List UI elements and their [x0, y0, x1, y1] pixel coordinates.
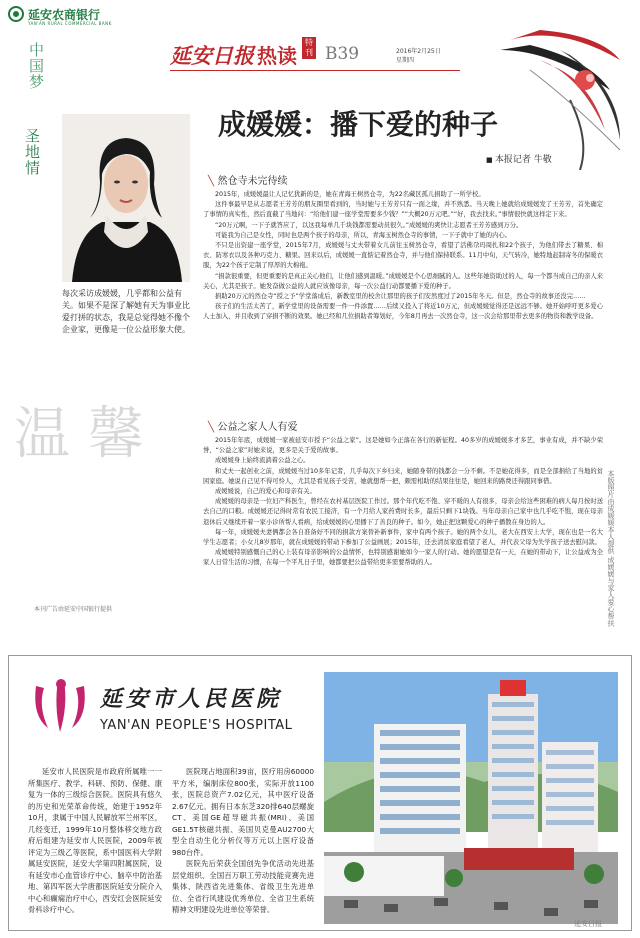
date-text: 2016年2月25日: [396, 48, 441, 55]
article-body-1: [203, 190, 603, 410]
paragraph: 成媛媛特别感慨自己的心上装有母亲影响的公益情怀，也特别感谢她如今一家人的行动。她的愿望是有一天，在她的带动下，让公益成为全家人日常生活的习惯，在每一个平凡日子里，她都要把公益带给更多需要帮助的人。: [203, 549, 603, 567]
portrait-illustration-icon: [62, 114, 190, 282]
watermark: 延安日报: [574, 920, 602, 928]
paragraph: 医院先后荣获全国创先争优活动先进基层党组织、全国百万职工劳动技能竞赛先进集体、陕西省先进集体、省级卫生先进单位、全省行风建设优秀单位、全省卫生系统精神文明建设先进单位等荣誉。: [172, 859, 314, 914]
ad-sponsor-note: 本刊广告由延安中国银行提供: [34, 606, 113, 613]
section-heading-1: ╲ 然仓寺未完待续: [208, 172, 288, 187]
paragraph: 成媛媛身上始终流淌着公益之心。: [215, 457, 310, 465]
section-tag: 特刊: [302, 37, 316, 59]
paragraph: 2015年年底，成媛媛一家被延安市授予“公益之家”。这是她如今正落在各行的新征程。40多岁的成媛媛多才多艺，事业有成，并不缺少荣誉，“公益之家”对她来说，更多是关于爱的故事。: [203, 437, 603, 455]
hospital-intro-col-2: [172, 766, 314, 926]
hospital-name: 延安市人民医院: [100, 686, 283, 712]
flower-decoration-icon: [470, 20, 630, 170]
section-name: 热读: [257, 44, 297, 68]
paragraph: 孩子们的生活太苦了，新学堂里的设备需要一件一件添置……后续又投入了将近10万元，但成媛媛觉得还是远远不够。她开始呼吁更多爱心人士加入，并且收到了穿捐不断的效果。她已经和几位捐助者筹划好，今年8月再去一次然仓寺，这一次会给那里带去更多的物资和教学设备。: [203, 303, 603, 321]
paragraph: 这件事最早是从志愿者王芳芳的朋友圈里看到的，当时她与王芳芳只有一面之缘，并不熟悉。当天晚上她就给成媛媛发了王芳芳，首先确定了事情的真实性，然后直截了当地问：“给他们建一座学堂需要多少钱？”“大概20万元吧。”“好，我去找来。”事情很快就这样定下来。: [203, 201, 603, 219]
hospital-building-photo: [324, 672, 618, 924]
paragraph: 2015年，成媛媛最让人记忆犹新的是，她在青海王树然仓寺，为22名藏区孤儿捐助了一所学校。: [215, 191, 485, 198]
issue-date: [396, 47, 441, 65]
paragraph: “20万元啊，一下子就答应了，以这我每单几千块钱都需要动员很久。”成媛媛的爽快让志愿者王芳芳感到万分。: [215, 221, 523, 229]
paragraph: 不只是出资建一座学堂，2015年7月，成媛媛与丈夫带着女儿前往玉树然仓寺，看望了活佛尕玛周扎和22个孩子，为他们带去了糖果、棉衣、防寒衣以及各种巧克力、糖果。回来以后，成媛媛一直惦记着然仓寺，并与他们保持联系。11月中旬，天气转冷，她特地赶制寄冬的保暖衣服，为22个孩子定制了厚厚的大棉袍。: [203, 242, 603, 270]
article-body-2: [203, 436, 603, 598]
page-number: B39: [325, 44, 360, 64]
side-note: 本版照片由成媛媛本人提供 成媛媛与家人爱心帮扶: [607, 470, 615, 627]
article-title: 成媛媛：播下爱的种子: [218, 108, 499, 141]
paragraph: 和丈夫一起创业之前，成媛媛当过10多年记者，几乎每次下乡归来，她随身带的钱都会一分不剩。不是她花得多，而是全部捐给了当地的贫困家庭。她说自己见不得可怜人，尤其是看见孩子受苦，她就想帮一把，颇需相助的结果往往是，她回来的路费还得跟同事借。: [203, 467, 603, 485]
paragraph: 可能我为自己是女性，同时也是两个孩子的母亲，所以，青海玉树然仓寺的事情，一下子就中了她的内心。: [215, 231, 511, 239]
masthead-rule: [170, 70, 460, 71]
side-slogan-1: 中国梦: [27, 42, 45, 90]
paper-masthead: 延安日报: [170, 43, 254, 68]
side-slogan-2: 圣地情: [23, 128, 41, 176]
paragraph: 成媛媛说，自己的爱心和母亲有关。: [215, 488, 316, 496]
paragraph: 成媛媛的母亲是一位妇产科医生，曾经在农村基层医院工作过。那个年代吃不饱、穿不暖的人有很多，母亲会给这些困难的病人每月按时送去自己的口粮。成媛媛还记得时常有农民工接济，有一个月给人家药费时长多，最后只剩下1块钱。当年母亲自己家中也几乎吃不饱，现在母亲退休后又继续开着一家小诊所帮人看病，给成媛媛的心里播下了善良的种子。如今，她正把这颗爱心的种子播散在身边的人。: [203, 498, 603, 526]
paragraph: 捐助20万元的然仓寺“授之予”学堂落成后，新教室里的校舍让那里的孩子们安然度过了2015年冬天。但是，然仓寺的故事还没完……: [215, 293, 586, 301]
byline: ■ 本报记者 牛敬: [486, 152, 552, 165]
paragraph: 延安市人民医院是市政府所属唯一一所集医疗、教学、科研、预防、保健、康复为一体的三级综合医院。医院具有悠久的历史和光荣革命传统，始建于1952年10月，隶属于中国人民解放军兰州军区，几经变迁，1999年10月整体移交地方政府后组建为延安市人民医院，2009年被评定为三级乙等医院，系中国医科大学附属延安医院，延安大学第四附属医院，设有延安市心血管诊疗中心、脑卒中防治基地、第四军医大学唐都医院延安分院介入中心和癫痫治疗中心，西安红会医院延安骨科诊疗中心。: [28, 767, 162, 914]
paragraph: “捐款很重要，但更重要的是真正关心他们，让他们感到温暖。”成媛媛是个心思细腻的人。这些年她资助过的人，每一个都当成自己的亲人来关心，尤其是孩子。她发奋做公益的人就应该像母亲，每一次公益行动都要播下爱的种子。: [203, 272, 603, 290]
section-heading-2: ╲ 公益之家人人有爱: [208, 418, 298, 433]
portrait-photo: [62, 114, 190, 282]
hospital-name-en: YAN'AN PEOPLE'S HOSPITAL: [100, 718, 293, 733]
photo-caption: 每次采访成媛媛，几乎都和公益有关。如果不是深了解她有天为事业比爱打拼的状态，我是总觉得她不像个企业家，更像是一位公益形象大使。: [62, 289, 190, 334]
bank-name: 延安农商银行: [28, 8, 101, 22]
paragraph: 每一年，成媛媛夫妻俩都会各自准备好不同的捐款方案替补新事件，家中有两个孩子。她的两个女儿，老大在西安上大学，现在也是一名大学生志愿者；小女儿8岁那年，就在成媛媛的带动下参加了公益画展；2015年，还去清贫家庭看望了老人，并代表父母为失学孩子送去慰问款。: [203, 528, 603, 547]
decorative-wenxin: 温馨: [14, 402, 162, 467]
weekday-text: 星期四: [396, 57, 415, 64]
hospital-logo-icon: [28, 676, 92, 736]
hospital-intro-col-1: [28, 766, 162, 926]
bank-name-en: YAN'AN RURAL COMMERCIAL BANK: [28, 21, 112, 26]
bank-logo-icon: [8, 6, 24, 22]
paragraph: 医院现占地面积39亩，医疗用房60000平方米，编制床位800张，实际开放1100张，医院总资产7.02亿元，其中医疗设备2.67亿元。拥有日本东芝320排640层螺旋CT、美国GE超导磁共振(MRI)、美国GE1.5T核磁共振、美国贝克曼AU2700大型全自动生化分析仪等万元以上医疗设备980台件。: [172, 767, 314, 857]
